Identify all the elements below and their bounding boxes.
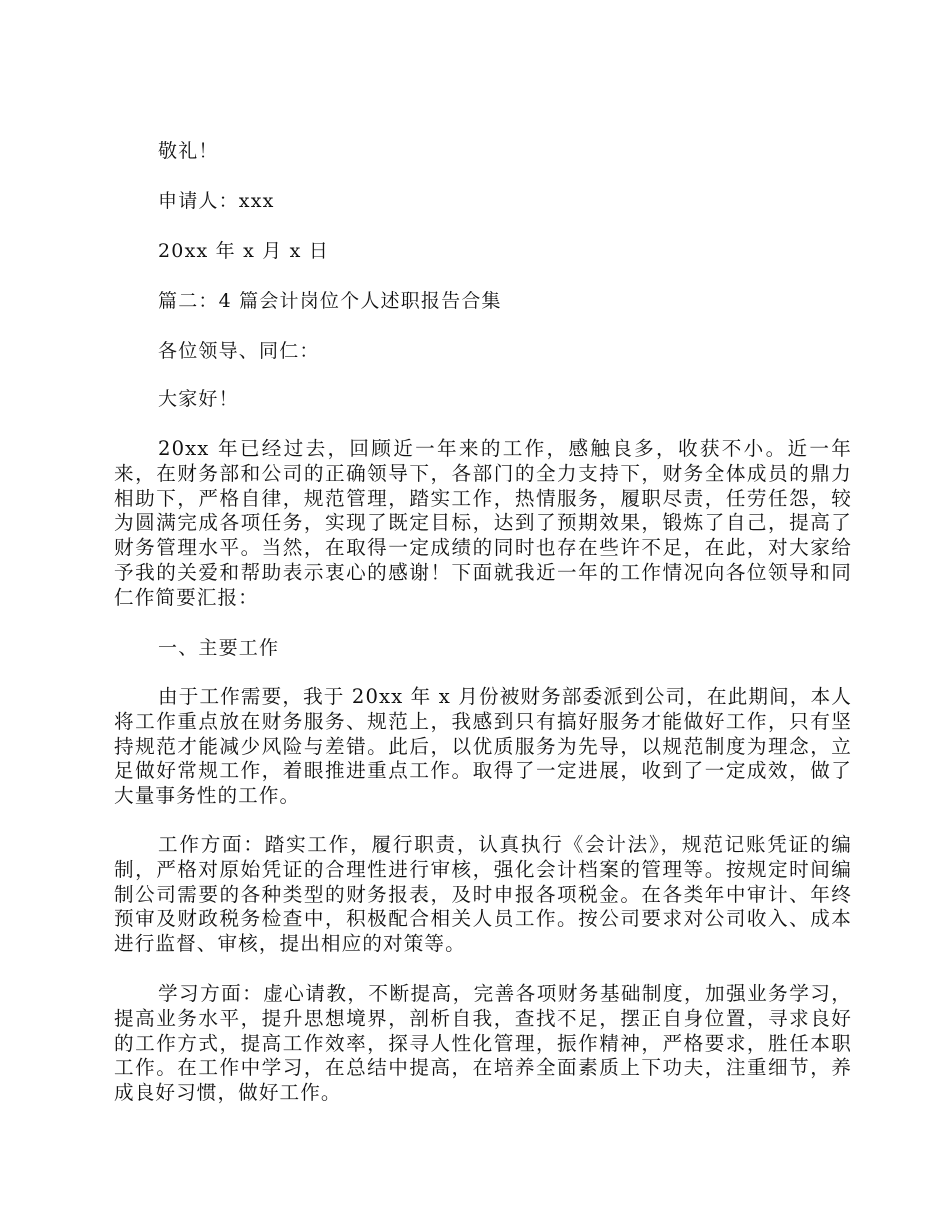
paragraph-work: 工作方面：踏实工作，履行职责，认真执行《会计法》，规范记账凭证的编制，严格对原始凭证的合理性进行审核，强化会计档案的管理等。按规定时间编制公司需要的各种类型的财务报表，及时申报各项税金。在各类年中审计、年终预审及财政税务检查中，积极配合相关人员工作。按公司要求对公司收入、成本进行监督、审核，提出相应的对策等。 — [114, 833, 852, 956]
section-title: 篇二：4 篇会计岗位个人述职报告合集 — [158, 290, 502, 312]
heading-main-work: 一、主要工作 — [158, 637, 280, 659]
greeting-line: 大家好！ — [158, 388, 239, 410]
date-line: 20xx 年 x 月 x 日 — [158, 240, 330, 262]
paragraph-main-work: 由于工作需要，我于 20xx 年 x 月份被财务部委派到公司，在此期间，本人将工作重点放在财务服务、规范上，我感到只有搞好服务才能做好工作，只有坚持规范才能减少风险与差错。此后，以优质服务为先导，以规范制度为理念，立足做好常规工作，着眼推进重点工作。取得了一定进展，收到了一定成效，做了大量事务性的工作。 — [114, 685, 852, 808]
paragraph-intro: 20xx 年已经过去，回顾近一年来的工作，感触良多，收获不小。近一年来，在财务部和公司的正确领导下，各部门的全力支持下，财务全体成员的鼎力相助下，严格自律，规范管理，踏实工作，热情服务，履职尽责，任劳任怨，较为圆满完成各项任务，实现了既定目标，达到了预期效果，锻炼了自己，提高了财务管理水平。当然，在取得一定成绩的同时也存在些许不足，在此，对大家给予我的关爱和帮助表示衷心的感谢！下面就我近一年的工作情况向各位领导和同仁作简要汇报： — [114, 437, 852, 609]
salutation-line: 各位领导、同仁： — [158, 340, 320, 362]
paragraph-study: 学习方面：虚心请教，不断提高，完善各项财务基础制度，加强业务学习，提高业务水平，提升思想境界，剖析自我，查找不足，摆正自身位置，寻求良好的工作方式，提高工作效率，探寻人性化管理，振作精神，严格要求，胜任本职工作。在工作中学习，在总结中提高，在培养全面素质上下功夫，注重细节，养成良好习惯，做好工作。 — [114, 982, 852, 1105]
applicant-line: 申请人：xxx — [158, 190, 275, 212]
closing-line: 敬礼！ — [158, 140, 219, 162]
